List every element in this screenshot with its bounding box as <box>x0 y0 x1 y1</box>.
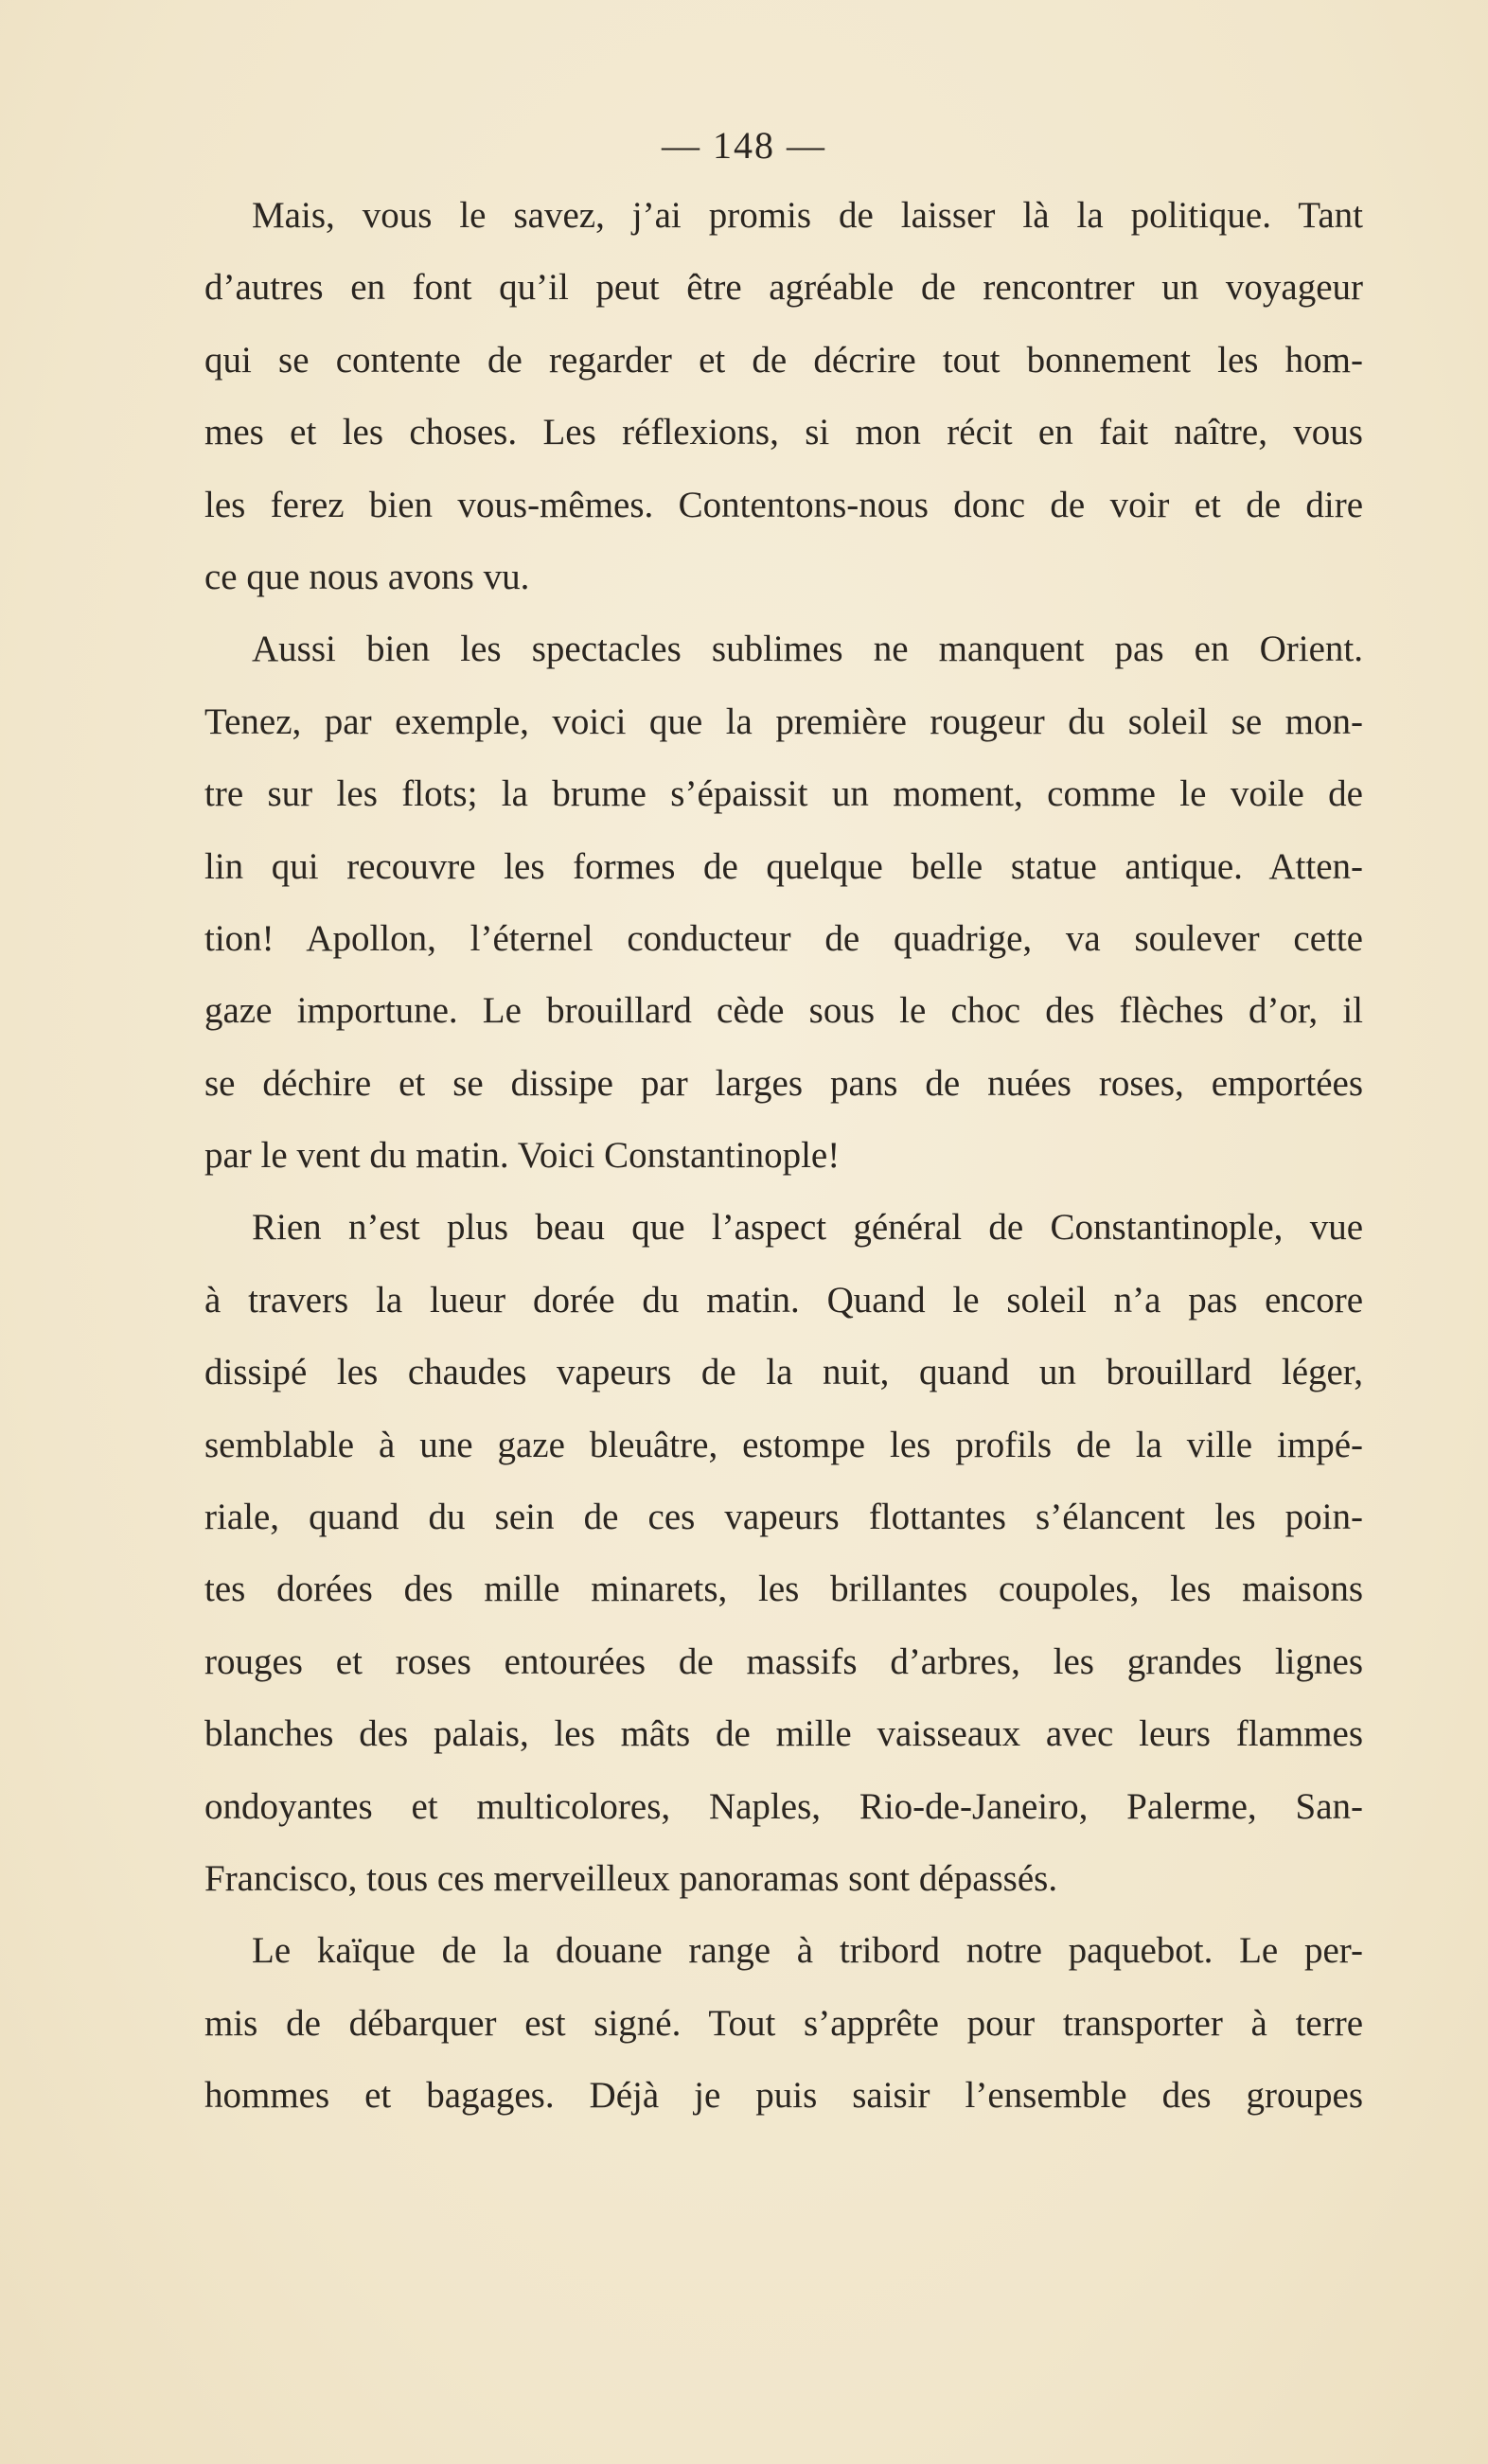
text-line: lin qui recouvre les formes de quelque belle statue antique. Atten- <box>204 845 1363 887</box>
text-line: riale, quand du sein de ces vapeurs flottantes s’élancent les poin- <box>204 1497 1363 1538</box>
text-line: se déchire et se dissipe par larges pans de nuées roses, emportées <box>204 1062 1363 1104</box>
text-line: semblable à une gaze bleuâtre, estompe les profils de la ville impé- <box>204 1424 1363 1465</box>
text-line: tes dorées des mille minarets, les brillantes coupoles, les maisons <box>204 1569 1363 1610</box>
text-line: Mais, vous le savez, j’ai promis de laisser là la politique. Tant <box>252 195 1363 236</box>
text-line: gaze importune. Le brouillard cède sous le choc des flèches d’or, il <box>204 990 1363 1032</box>
text-line: Rien n’est plus beau que l’aspect général de Constantinople, vue <box>252 1207 1363 1249</box>
page-number: — 148 — <box>662 124 826 167</box>
text-line: ce que nous avons vu. <box>204 556 530 597</box>
text-line: dissipé les chaudes vapeurs de la nuit, quand un brouillard léger, <box>204 1352 1363 1393</box>
text-line: Francisco, tous ces merveilleux panoramas sont dépassés. <box>204 1857 1058 1899</box>
body-text <box>204 180 1363 2133</box>
text-line: mes et les choses. Les réflexions, si mon récit en fait naître, vous <box>204 412 1363 453</box>
text-line: d’autres en font qu’il peut être agréable de rencontrer un voyageur <box>204 267 1363 309</box>
text-line: blanches des palais, les mâts de mille vaisseaux avec leurs flammes <box>204 1713 1363 1755</box>
text-line: Le kaïque de la douane range à tribord notre paquebot. Le per- <box>252 1930 1363 1972</box>
text-line: mis de débarquer est signé. Tout s’apprête pour transporter à terre <box>204 2002 1363 2044</box>
text-line: Aussi bien les spectacles sublimes ne manquent pas en Orient. <box>252 629 1363 670</box>
text-line: tre sur les flots; la brume s’épaissit un moment, comme le voile de <box>204 773 1363 815</box>
text-line: les ferez bien vous-mêmes. Contentons-nous donc de voir et de dire <box>204 484 1363 525</box>
text-line: à travers la lueur dorée du matin. Quand le soleil n’a pas encore <box>204 1279 1363 1321</box>
text-line: qui se contente de regarder et de décrire tout bonnement les hom- <box>204 339 1363 381</box>
text-line: rouges et roses entourées de massifs d’arbres, les grandes lignes <box>204 1640 1363 1682</box>
text-line: ondoyantes et multicolores, Naples, Rio-de-Janeiro, Palerme, San- <box>204 1785 1363 1827</box>
text-line: par le vent du matin. Voici Constantinople! <box>204 1135 841 1177</box>
text-line: tion! Apollon, l’éternel conducteur de quadrige, va soulever cette <box>204 917 1363 959</box>
text-line: Tenez, par exemple, voici que la première rougeur du soleil se mon- <box>204 700 1363 742</box>
text-line: hommes et bagages. Déjà je puis saisir l’ensemble des groupes <box>204 2075 1363 2117</box>
